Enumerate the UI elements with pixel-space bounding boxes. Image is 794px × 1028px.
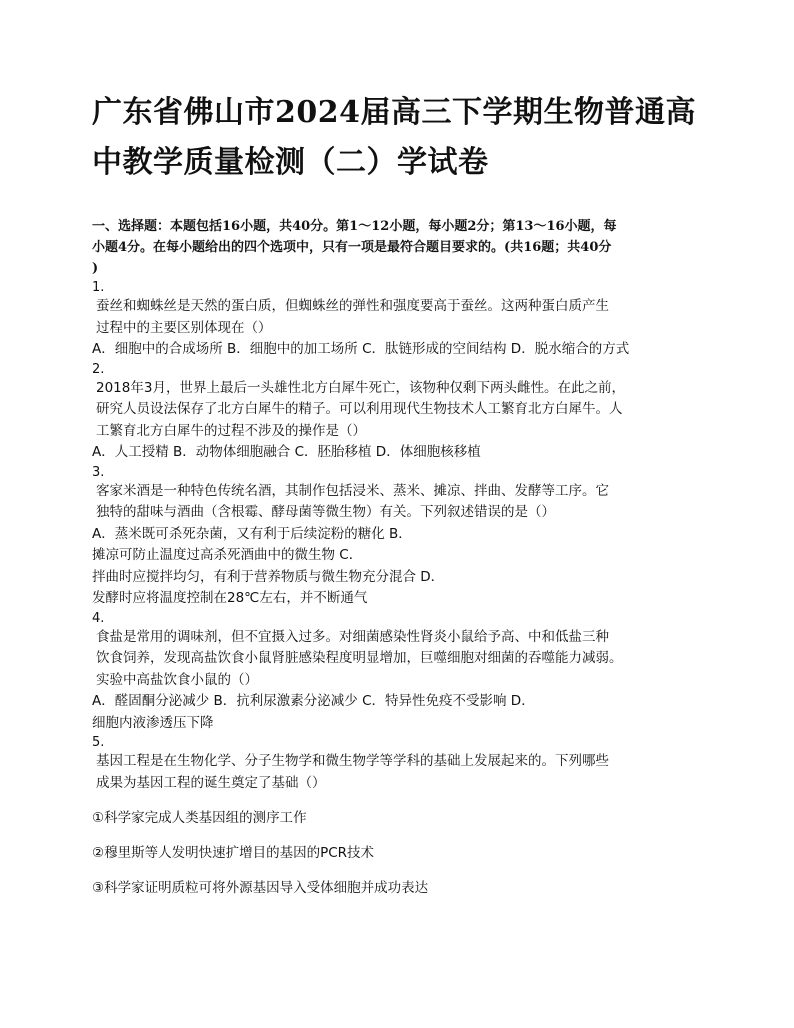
question-2: [92, 361, 698, 464]
question-stem-line: 2018年3月，世界上最后一头雄性北方白犀牛死亡，该物种仅剩下两头雌性。在此之前，: [96, 379, 625, 396]
question-stem-line: 独特的甜味与酒曲（含根霉、酵母菌等微生物）有关。下列叙述错误的是（）: [96, 504, 555, 520]
question-stem: [92, 481, 698, 524]
question-4: [92, 610, 698, 735]
question-1: [92, 279, 698, 361]
option-line: A．醛固酮分泌减少 B．抗利尿激素分泌减少 C．特异性免疫不受影响 D．: [92, 693, 535, 709]
section-heading: [92, 216, 698, 279]
question-number: 3.: [92, 464, 105, 480]
question-stem: [92, 751, 698, 794]
section-heading-line-2: 小题4分。在每小题给出的四个选项中，只有一项是最符合题目要求的。(共16题；共40分: [92, 240, 612, 255]
question-number: 4.: [92, 610, 105, 626]
section-heading-line-3: ): [92, 261, 99, 276]
option-line: A．细胞中的合成场所 B．细胞中的加工场所 C．肽链形成的空间结构 D．脱水缩合的方式: [92, 341, 630, 357]
question-3: [92, 464, 698, 610]
question-options: [92, 442, 698, 464]
question-stem-line: 饮食饲养，发现高盐饮食小鼠肾脏感染程度明显增加，巨噬细胞对细菌的吞噬能力减弱。: [96, 650, 623, 666]
question-stem-line: 研究人员设法保存了北方白犀牛的精子。可以利用现代生物技术人工繁育北方白犀牛。人: [96, 401, 623, 417]
option-line: A．蒸米既可杀死杂菌，又有利于后续淀粉的糖化 B．: [92, 525, 412, 542]
question-options: [92, 524, 698, 610]
question-stem-line: 成果为基因工程的诞生奠定了基础（）: [96, 774, 326, 791]
question-stem-line: 实验中高盐饮食小鼠的（）: [96, 671, 258, 688]
question-stem-line: 工繁育北方白犀牛的过程不涉及的操作是（）: [96, 422, 366, 439]
question-stem-line: 食盐是常用的调味剂，但不宜摄入过多。对细菌感染性肾炎小鼠给予高、中和低盐三种: [96, 628, 609, 645]
option-line: A．人工授精 B．动物体细胞融合 C．胚胎移植 D．体细胞核移植: [92, 444, 481, 460]
statement-item: ①科学家完成人类基因组的测序工作: [92, 810, 307, 826]
option-line: 细胞内液渗透压下降: [92, 714, 214, 731]
question-stem: [92, 296, 698, 339]
question-number: 2.: [92, 361, 105, 377]
question-stem-line: 客家米酒是一种特色传统名酒，其制作包括浸米、蒸米、摊凉、拌曲、发酵等工序。它: [96, 482, 609, 499]
question-stem: [92, 378, 698, 443]
question-stem-line: 蚕丝和蜘蛛丝是天然的蛋白质，但蜘蛛丝的弹性和强度要高于蚕丝。这两种蛋白质产生: [96, 298, 609, 314]
question-stem: [92, 627, 698, 692]
option-line: 拌曲时应搅拌均匀，有利于营养物质与微生物充分混合 D．: [92, 568, 445, 585]
question-statements: [92, 808, 698, 899]
question-number: 5.: [92, 735, 105, 750]
option-line: 摊凉可防止温度过高杀死酒曲中的微生物 C．: [92, 547, 363, 563]
section-heading-line-1: 一、选择题：本题包括16小题，共40分。第1～12小题，每小题2分；第13～16小题，每: [92, 219, 617, 234]
question-stem-line: 基因工程是在生物化学、分子生物学和微生物学等学科的基础上发展起来的。下列哪些: [96, 753, 609, 769]
title-line-1: 广东省佛山市2024届高三下学期生物普通高: [92, 95, 696, 130]
statement-item: ③科学家证明质粒可将外源基因导入受体细胞并成功表达: [92, 880, 429, 896]
question-options: [92, 691, 698, 734]
question-options: [92, 339, 698, 361]
question-number: 1.: [92, 280, 105, 295]
title-line-2: 中教学质量检测（二）学试卷: [92, 145, 489, 180]
option-line: 发酵时应将温度控制在28℃左右，并不断通气: [92, 590, 368, 606]
question-stem-line: 过程中的主要区别体现在（）: [96, 319, 272, 336]
document-title: [92, 88, 698, 188]
question-5: [92, 734, 698, 899]
statement-item: ②穆里斯等人发明快速扩增目的基因的PCR技术: [92, 845, 375, 861]
